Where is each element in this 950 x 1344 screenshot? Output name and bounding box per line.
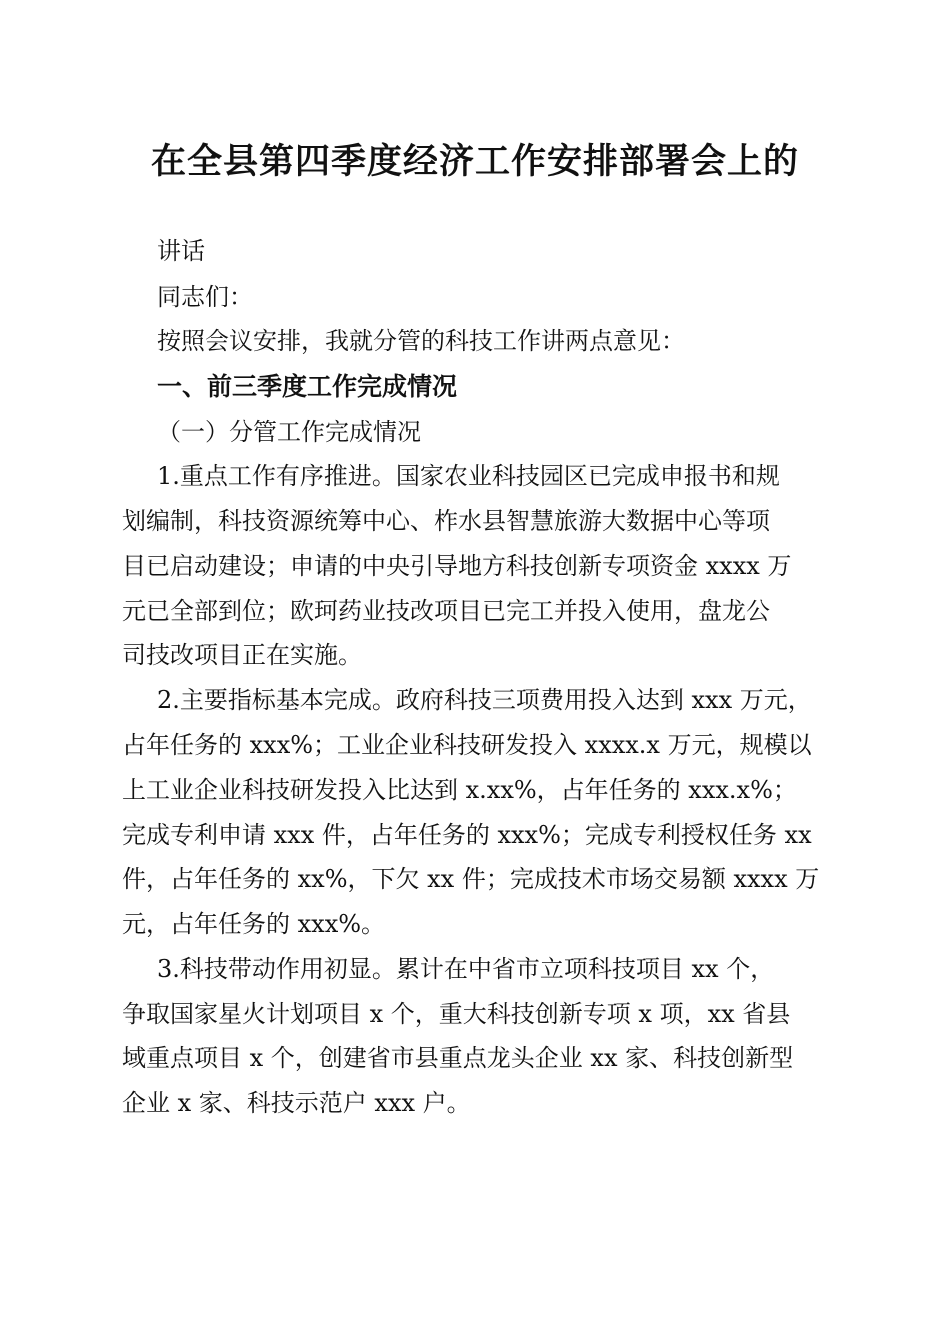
- para1-line: 划编制，科技资源统筹中心、柞水县智慧旅游大数据中心等项: [122, 507, 770, 535]
- para1-line: 1.重点工作有序推进。国家农业科技园区已完成申报书和规: [157, 462, 780, 490]
- para3-line: 3.科技带动作用初显。累计在中省市立项科技项目 xx 个，: [157, 955, 775, 983]
- para1-line: 司技改项目正在实施。: [122, 641, 362, 669]
- para2-line: 上工业企业科技研发投入比达到 x.xx%，占年任务的 xxx.x%；: [122, 776, 797, 804]
- para2-line: 元，占年任务的 xxx%。: [122, 910, 386, 938]
- para3-line: 企业 x 家、科技示范户 xxx 户。: [122, 1089, 471, 1117]
- subsection-heading: （一）分管工作完成情况: [157, 418, 421, 446]
- intro-paragraph: 按照会议安排，我就分管的科技工作讲两点意见：: [157, 327, 685, 355]
- para1-line: 元已全部到位；欧珂药业技改项目已完工并投入使用，盘龙公: [122, 597, 770, 625]
- salutation: 同志们：: [157, 283, 253, 311]
- title-continuation: 讲话: [157, 237, 205, 265]
- section-heading: 一、前三季度工作完成情况: [157, 372, 458, 401]
- para2-line: 完成专利申请 xxx 件，占年任务的 xxx%；完成专利授权任务 xx: [122, 821, 812, 849]
- para3-line: 争取国家星火计划项目 x 个，重大科技创新专项 x 项，xx 省县: [122, 1000, 791, 1028]
- document-title: 在全县第四季度经济工作安排部署会上的: [150, 141, 799, 182]
- para2-line: 件，占年任务的 xx%，下欠 xx 件；完成技术市场交易额 xxxx 万: [122, 865, 820, 893]
- para3-line: 域重点项目 x 个，创建省市县重点龙头企业 xx 家、科技创新型: [122, 1044, 794, 1072]
- para2-line: 2.主要指标基本完成。政府科技三项费用投入达到 xxx 万元，: [157, 686, 812, 714]
- para2-line: 占年任务的 xxx%；工业企业科技研发投入 xxxx.x 万元，规模以: [122, 731, 812, 759]
- para1-line: 目已启动建设；申请的中央引导地方科技创新专项资金 xxxx 万: [122, 552, 792, 580]
